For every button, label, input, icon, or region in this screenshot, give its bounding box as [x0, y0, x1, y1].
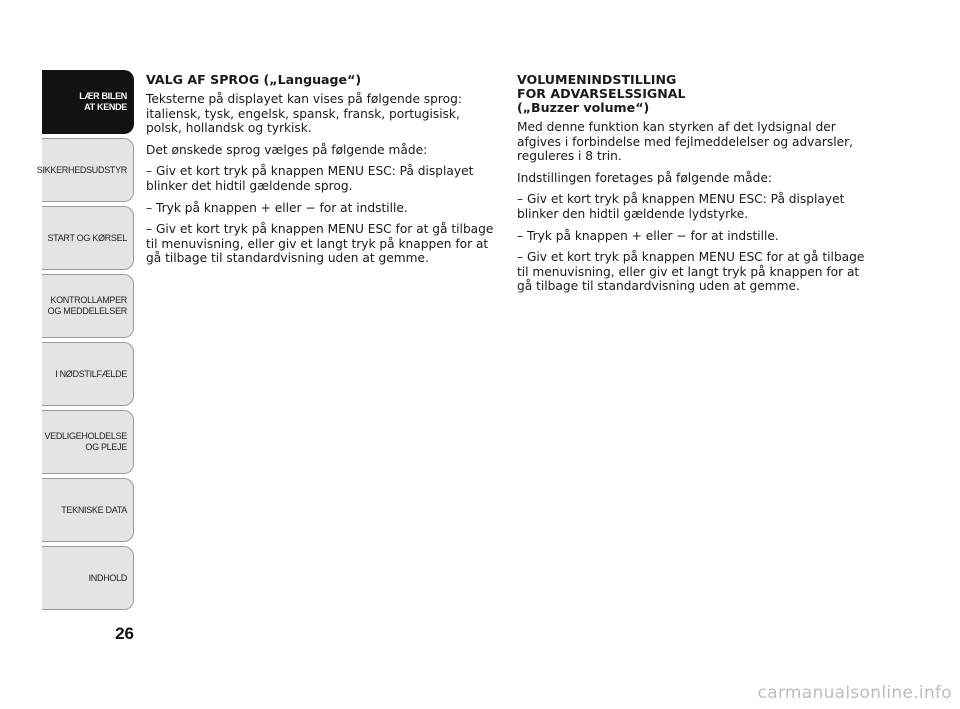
tab-sikkerhedsudstyr[interactable]: SIKKERHEDSUDSTYR: [42, 138, 134, 202]
paragraph: Indstillingen foretages på følgende måde:: [517, 170, 772, 185]
tab-kontrollamper[interactable]: KONTROLLAMPER OG MEDDELELSER: [42, 274, 134, 338]
chapter-tabs: [36, 70, 134, 614]
paragraph: – Giv et kort tryk på knappen MENU ESC for at gå tilbage til menuvisning, eller giv et langt tryk på knappen for at gå tilbage til standardvisning uden at gemme.: [146, 222, 494, 266]
page-number: 26: [115, 624, 134, 643]
tab-vedligeholdelse[interactable]: VEDLIGEHOLDELSE OG PLEJE: [42, 410, 134, 474]
paragraph: Det ønskede sprog vælges på følgende måde:: [146, 142, 428, 157]
paragraph: – Tryk på knappen + eller − for at indstille.: [146, 200, 408, 215]
paragraph: Med denne funktion kan styrken af det lydsignal der afgives i forbindelse med fejlmeddelelser og advarsler, reguleres i 8 trin.: [517, 120, 853, 164]
tab-tekniske-data[interactable]: TEKNISKE DATA: [42, 478, 134, 542]
tab-start-og-korsel[interactable]: START OG KØRSEL: [42, 206, 134, 270]
paragraph: – Giv et kort tryk på knappen MENU ESC for at gå tilbage til menuvisning, eller giv et langt tryk på knappen for at gå tilbage til standardvisning uden at gemme.: [517, 250, 865, 294]
right-column: [517, 73, 867, 301]
tab-laer-bilen-at-kende[interactable]: LÆR BILEN AT KENDE: [42, 70, 134, 134]
paragraph: Teksterne på displayet kan vises på følgende sprog: italiensk, tysk, engelsk, spansk, fransk, portugisisk, polsk, hollandsk og tyrkisk.: [146, 92, 462, 136]
paragraph: – Tryk på knappen + eller − for at indstille.: [517, 228, 779, 243]
paragraph: – Giv et kort tryk på knappen MENU ESC: På displayet blinker den hidtil gældende lydstyrke.: [517, 192, 845, 221]
left-column: [146, 73, 496, 273]
tab-i-nodstilfaelde[interactable]: I NØDSTILFÆLDE: [42, 342, 134, 406]
section-heading-buzzer-volume: VOLUMENINDSTILLING FOR ADVARSELSSIGNAL („Buzzer volume“): [517, 72, 686, 115]
section-heading-language: VALG AF SPROG („Language“): [146, 72, 362, 87]
paragraph: – Giv et kort tryk på knappen MENU ESC: På displayet blinker det hidtil gældende sprog.: [146, 164, 474, 193]
watermark: carmanualsonline.info: [757, 683, 952, 703]
tab-indhold[interactable]: INDHOLD: [42, 546, 134, 610]
